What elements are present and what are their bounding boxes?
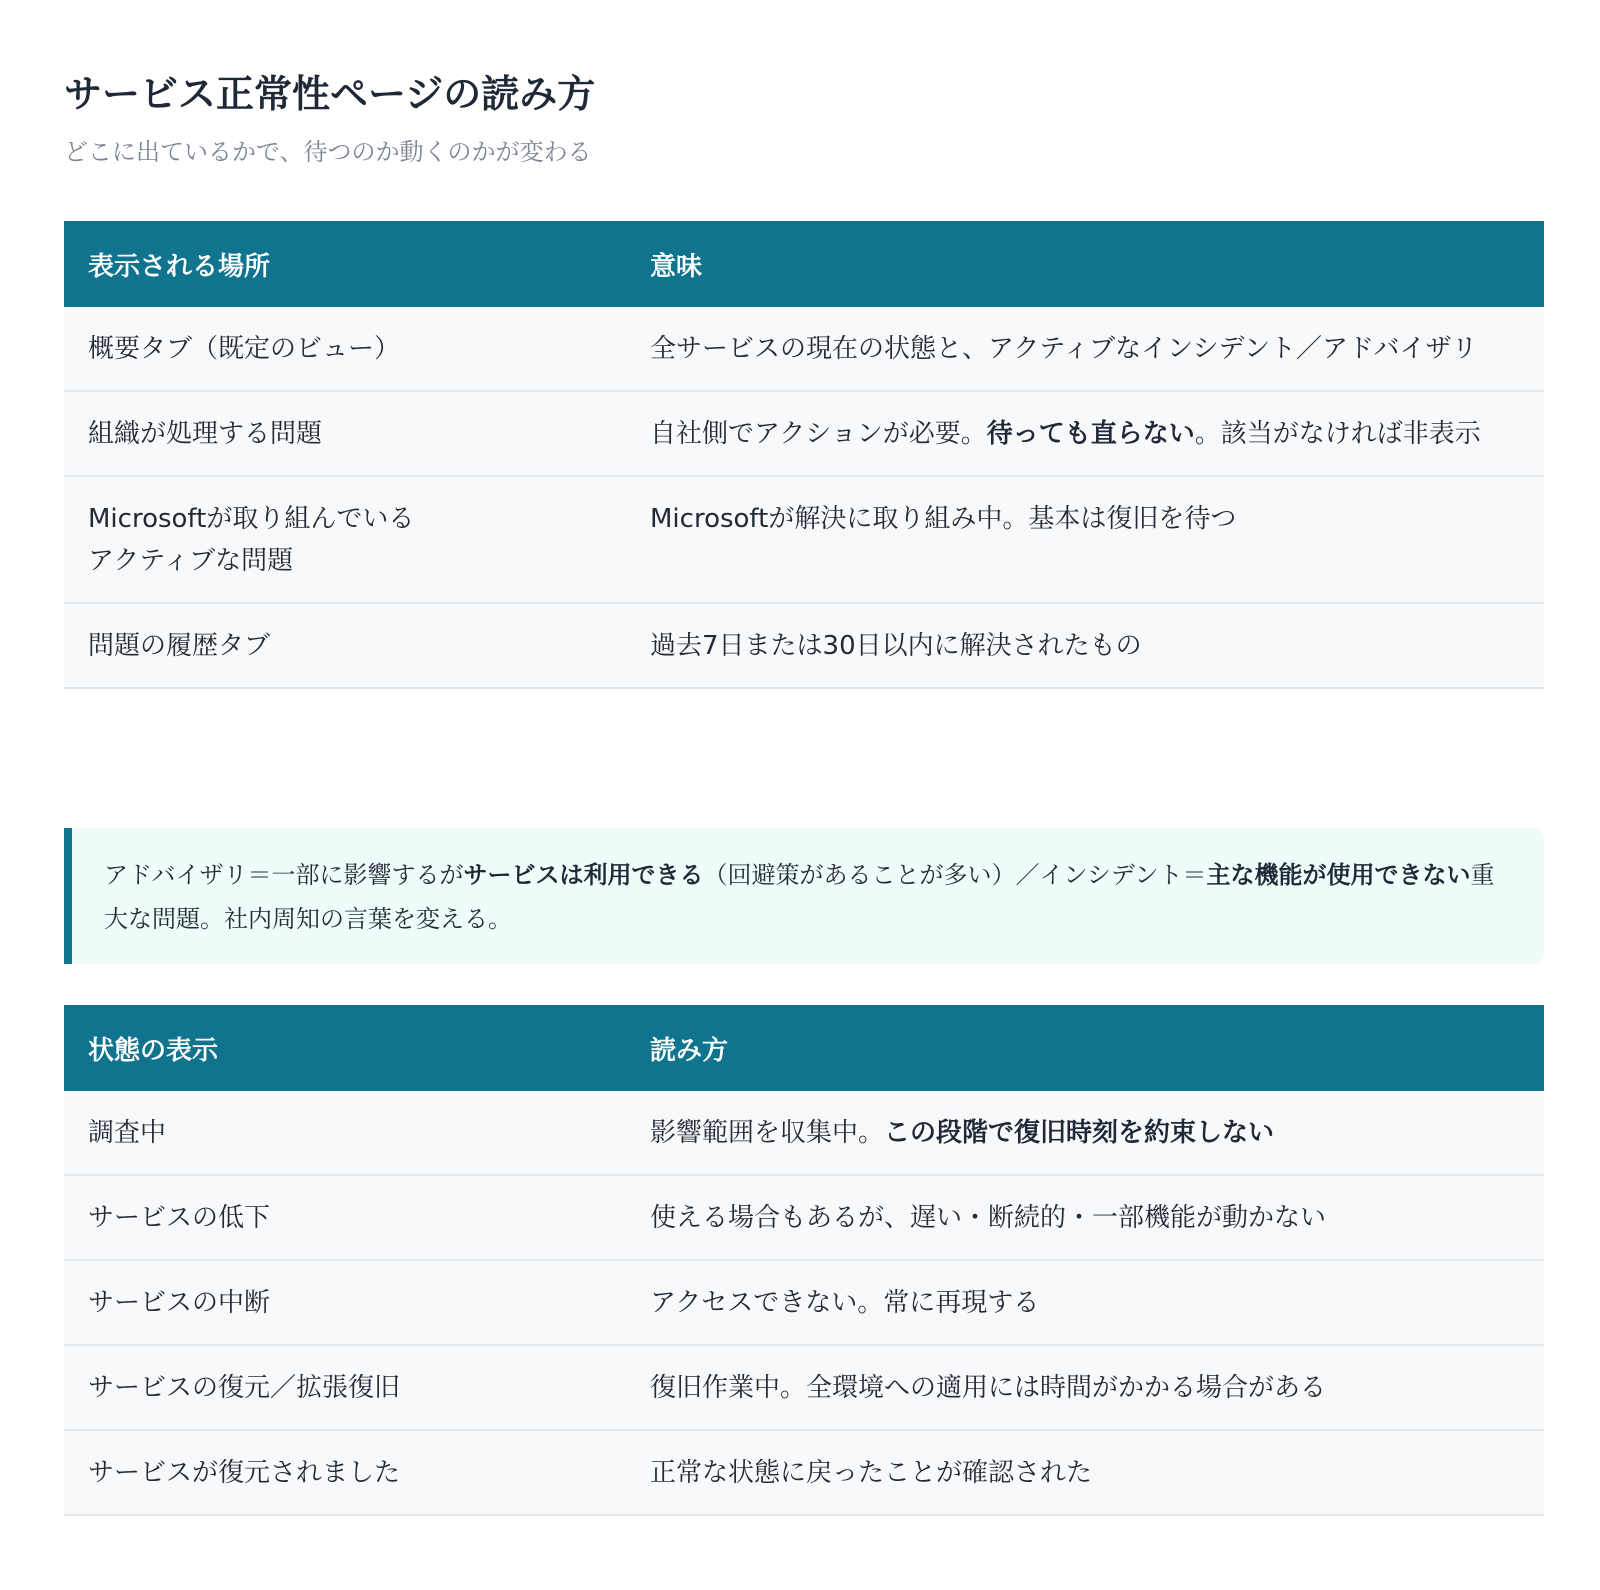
meaning-cell [626, 391, 1544, 476]
table-row [64, 1430, 1544, 1515]
table-row [64, 391, 1544, 476]
column-header-meaning: 意味 [626, 221, 1544, 307]
reading-cell [626, 1091, 1544, 1175]
place-cell [64, 476, 626, 603]
reading-cell: アクセスできない。常に再現する [626, 1260, 1544, 1345]
reading-cell: 復旧作業中。全環境への適用には時間がかかる場合がある [626, 1345, 1544, 1430]
column-header-reading: 読み方 [626, 1005, 1544, 1091]
status-table [64, 1005, 1544, 1516]
reading-cell: 使える場合もあるが、遅い・断続的・一部機能が動かない [626, 1175, 1544, 1260]
table-row [64, 603, 1544, 688]
page-subtitle: どこに出ているかで、待つのか動くのかが変わる [64, 138, 592, 166]
meaning-text: 自社側でアクションが必要。 [650, 419, 987, 449]
meaning-cell: 過去7日または30日以内に解決されたもの [626, 603, 1544, 688]
locations-table [64, 221, 1544, 689]
place-line: アクティブな問題 [88, 546, 294, 576]
place-cell: 問題の履歴タブ [64, 603, 626, 688]
reading-emphasis: この段階で復旧時刻を約束しない [884, 1118, 1275, 1148]
reading-text: 影響範囲を収集中。 [650, 1118, 885, 1148]
place-cell: 概要タブ（既定のビュー） [64, 307, 626, 391]
status-cell: サービスの中断 [64, 1260, 626, 1345]
table-row [64, 476, 1544, 603]
status-cell: サービスの低下 [64, 1175, 626, 1260]
meaning-cell: Microsoftが解決に取り組み中。基本は復旧を待つ [626, 476, 1544, 603]
status-cell: サービスが復元されました [64, 1430, 626, 1515]
callout-text: アドバイザリ＝一部に影響するが [104, 861, 464, 889]
table-row [64, 307, 1544, 391]
callout-text: 重大な問題。社内周知の言葉を変える。 [104, 861, 1495, 933]
callout-emphasis: 主な機能が使用できない [1206, 861, 1471, 889]
place-line: Microsoftが取り組んでいる [88, 504, 415, 534]
table-row [64, 1260, 1544, 1345]
table-row [64, 1091, 1544, 1175]
callout-emphasis: サービスは利用できる [463, 861, 704, 889]
column-header-place: 表示される場所 [64, 221, 626, 307]
place-cell: 組織が処理する問題 [64, 391, 626, 476]
table-header-row [64, 1005, 1544, 1091]
advisory-incident-callout [64, 828, 1544, 964]
table-row [64, 1345, 1544, 1430]
meaning-cell: 全サービスの現在の状態と、アクティブなインシデント／アドバイザリ [626, 307, 1544, 391]
status-cell: サービスの復元／拡張復旧 [64, 1345, 626, 1430]
callout-text: （回避策があることが多い）／インシデント＝ [703, 861, 1207, 889]
reading-cell: 正常な状態に戻ったことが確認された [626, 1430, 1544, 1515]
column-header-status: 状態の表示 [64, 1005, 626, 1091]
page-title: サービス正常性ページの読み方 [64, 72, 596, 116]
status-cell: 調査中 [64, 1091, 626, 1175]
meaning-emphasis: 待っても直らない [986, 419, 1195, 449]
table-header-row [64, 221, 1544, 307]
table-row [64, 1175, 1544, 1260]
meaning-text: 。該当がなければ非表示 [1194, 419, 1481, 449]
